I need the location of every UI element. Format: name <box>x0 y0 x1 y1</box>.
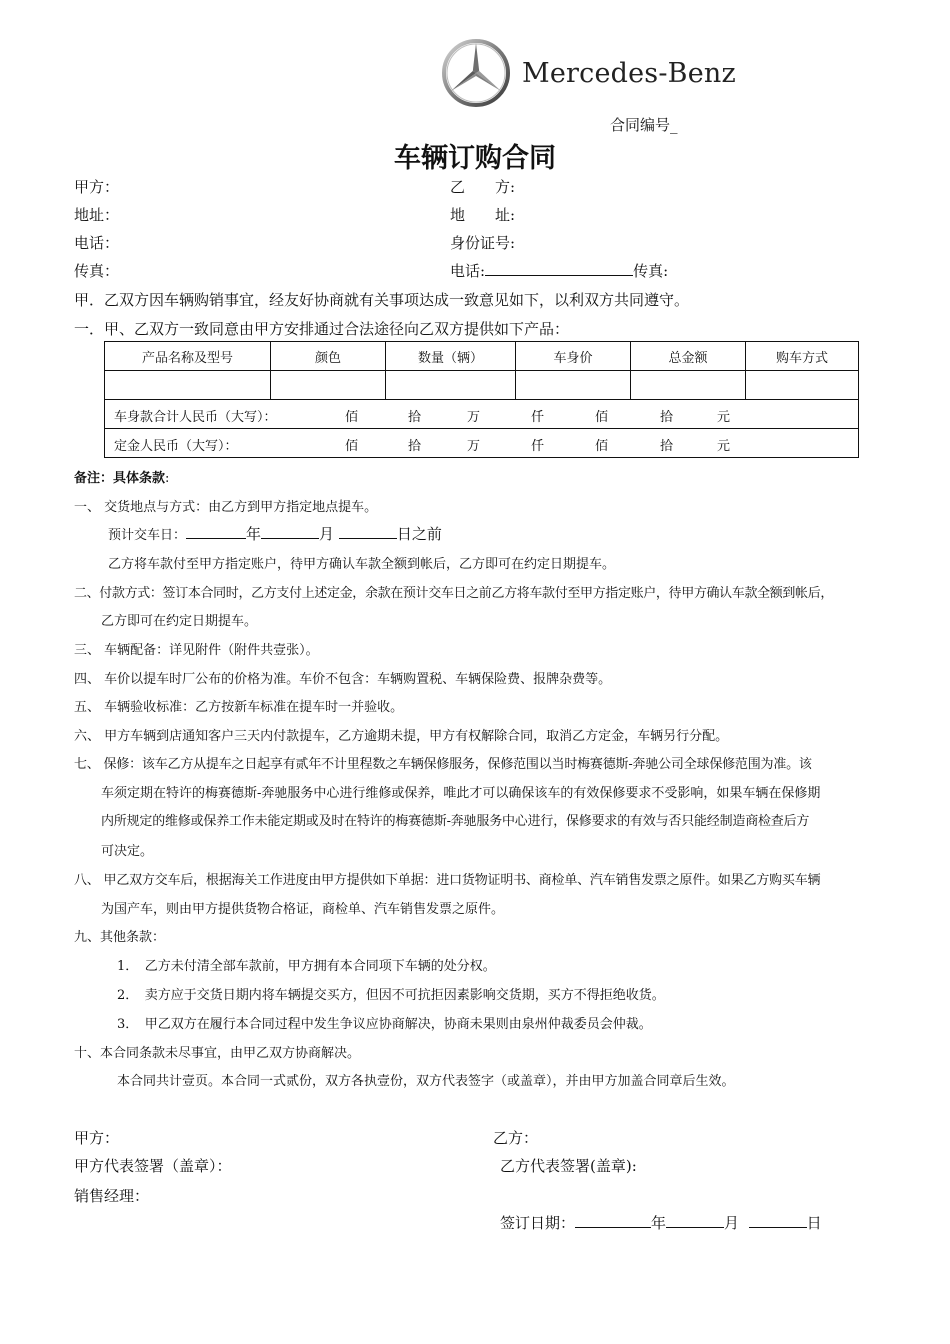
unit-label: 佰 <box>345 439 359 454</box>
party-b-id: 身份证号: <box>450 234 516 252</box>
party-b-label: 乙 方: <box>450 178 516 196</box>
party-a-label: 甲方： <box>74 178 120 196</box>
term-9-item: 1． 乙方未付清全部车款前，甲方拥有本合同项下车辆的处分权。 <box>117 959 496 974</box>
page-title: 车辆订购合同 <box>394 143 556 174</box>
year-label: 年 <box>651 1214 667 1232</box>
header-cell: 总金额 <box>631 342 746 371</box>
clause-one: 一．甲、乙双方一致同意由甲方安排通过合法途径向乙双方提供如下产品： <box>74 320 570 338</box>
brand-wordmark: Mercedes-Benz <box>522 58 736 89</box>
term-1-payment: 乙方将车款付至甲方指定账户，待甲方确认车款全额到帐后，乙方即可在约定日期提车。 <box>108 557 616 572</box>
three-pointed-star-icon <box>441 38 511 108</box>
total-amount-row <box>105 400 859 429</box>
term-7-line-4: 可决定。 <box>101 844 154 859</box>
party-b-phone-fax <box>450 260 668 281</box>
header-cell: 数量（辆） <box>386 342 516 371</box>
unit-label: 元 <box>717 439 731 454</box>
term-1-delivery-date <box>108 523 442 544</box>
unit-label: 万 <box>467 410 481 425</box>
term-8-line-2: 为国产车，则由甲方提供货物合格证，商检单、汽车销售发票之原件。 <box>101 902 505 917</box>
party-a-phone: 电话： <box>74 234 120 252</box>
table-cell[interactable] <box>271 371 386 400</box>
party-a-address: 地址： <box>74 206 120 224</box>
closing-text: 本合同共计壹页。本合同一式贰份，双方各执壹份，双方代表签字（或盖章），并由甲方加盖合同章后生效。 <box>117 1074 735 1089</box>
header-cell: 颜色 <box>271 342 386 371</box>
remarks-colon: : <box>165 471 170 486</box>
unit-label: 佰 <box>595 439 609 454</box>
term-9: 九、其他条款： <box>74 930 166 945</box>
table-cell[interactable] <box>516 371 631 400</box>
party-b-representative: 乙方代表签署(盖章): <box>500 1157 637 1175</box>
month-label: 月 <box>319 525 335 543</box>
remarks-label: 备注：具体条款 <box>74 471 166 486</box>
table-cell[interactable] <box>105 371 271 400</box>
unit-label: 佰 <box>595 410 609 425</box>
party-b-fax: 传真: <box>633 262 669 280</box>
day-blank[interactable] <box>339 524 397 539</box>
term-8-line-1: 八、 甲乙双方交车后，根据海关工作进度由甲方提供如下单据：进口货物证明书、商检单、汽车销售发票之原件。如果乙方购买车辆 <box>74 873 821 888</box>
term-7-line-2: 车须定期在特许的梅赛德斯-奔驰服务中心进行维修或保养，唯此才可以确保该车的有效保修要求不受影响，如果车辆在保修期 <box>101 786 821 801</box>
sales-manager-label: 销售经理： <box>74 1187 150 1205</box>
intro-text: 甲．乙双方因车辆购销事宜，经友好协商就有关事项达成一致意见如下，以利双方共同遵守。 <box>74 291 690 309</box>
term-9-item: 3． 甲乙双方在履行本合同过程中发生争议应协商解决，协商未果则由泉州仲裁委员会仲裁。 <box>117 1017 652 1032</box>
unit-label: 拾 <box>408 410 422 425</box>
unit-label: 元 <box>717 410 731 425</box>
unit-label: 拾 <box>408 439 422 454</box>
product-table <box>104 341 859 458</box>
signing-date <box>500 1212 822 1233</box>
unit-label: 仟 <box>531 439 545 454</box>
unit-label: 拾 <box>660 410 674 425</box>
table-cell[interactable] <box>386 371 516 400</box>
unit-label: 佰 <box>345 410 359 425</box>
term-4: 四、 车价以提车时厂公布的价格为准。车价不包含：车辆购置税、车辆保险费、报牌杂费等。 <box>74 672 612 687</box>
header-cell: 购车方式 <box>746 342 859 371</box>
delivery-date-label: 预计交车日： <box>108 528 187 543</box>
term-7-line-1: 七、 保修：该车乙方从提车之日起享有贰年不计里程数之车辆保修服务，保修范围以当时梅赛德斯-奔驰公司全球保修范围为准。该 <box>74 757 812 772</box>
remarks-heading <box>74 467 169 486</box>
table-cell[interactable] <box>631 371 746 400</box>
month-label: 月 <box>724 1214 740 1232</box>
signing-date-label: 签订日期： <box>500 1214 576 1232</box>
table-row <box>105 371 859 400</box>
party-a-representative: 甲方代表签署（盖章）： <box>74 1157 232 1175</box>
unit-label: 万 <box>467 439 481 454</box>
term-10: 十、本合同条款未尽事宜，由甲乙双方协商解决。 <box>74 1046 361 1061</box>
unit-label: 拾 <box>660 439 674 454</box>
month-blank[interactable] <box>666 1213 724 1228</box>
term-5: 五、 车辆验收标准：乙方按新车标准在提车时一并验收。 <box>74 700 404 715</box>
year-label: 年 <box>246 525 262 543</box>
signature-party-b: 乙方： <box>493 1129 539 1147</box>
year-blank[interactable] <box>186 524 246 539</box>
term-3: 三、 车辆配备：详见附件（附件共壹张）。 <box>74 643 319 658</box>
term-2-line-2: 乙方即可在约定日期提车。 <box>101 614 258 629</box>
deposit-amount-label: 定金人民币（大写）： <box>114 439 238 454</box>
party-b-phone: 电话: <box>450 262 486 280</box>
term-9-item: 2． 卖方应于交货日期内将车辆提交买方，但因不可抗拒因素影响交货期，买方不得拒绝收货。 <box>117 988 665 1003</box>
phone-blank <box>485 261 633 276</box>
day-blank[interactable] <box>749 1213 807 1228</box>
party-b-address: 地 址: <box>450 206 516 224</box>
term-7-line-3: 内所规定的维修或保养工作未能定期或及时在特许的梅赛德斯-奔驰服务中心进行，保修要求的有效与否只能经制造商检查后方 <box>101 814 810 829</box>
party-a-fax: 传真： <box>74 262 120 280</box>
month-blank[interactable] <box>261 524 319 539</box>
total-amount-label: 车身款合计人民币（大写）： <box>114 410 277 425</box>
table-cell[interactable] <box>746 371 859 400</box>
term-2-line-1: 二、付款方式：签订本合同时，乙方支付上述定金，余款在预计交车日之前乙方将车款付至甲方指定账户，待甲方确认车款全额到帐后， <box>74 586 834 601</box>
before-day-label: 日之前 <box>396 525 442 543</box>
year-blank[interactable] <box>575 1213 651 1228</box>
unit-label: 仟 <box>531 410 545 425</box>
day-label: 日 <box>806 1214 822 1232</box>
deposit-amount-row <box>105 429 859 458</box>
signature-party-a: 甲方： <box>74 1129 120 1147</box>
header-cell: 车身价 <box>516 342 631 371</box>
table-header-row <box>105 342 859 371</box>
contract-number-label: 合同编号_ <box>610 116 678 134</box>
term-1: 一、 交货地点与方式：由乙方到甲方指定地点提车。 <box>74 500 378 515</box>
term-6: 六、 甲方车辆到店通知客户三天内付款提车，乙方逾期未提，甲方有权解除合同，取消乙方定金，车辆另行分配。 <box>74 729 729 744</box>
header-cell: 产品名称及型号 <box>105 342 271 371</box>
